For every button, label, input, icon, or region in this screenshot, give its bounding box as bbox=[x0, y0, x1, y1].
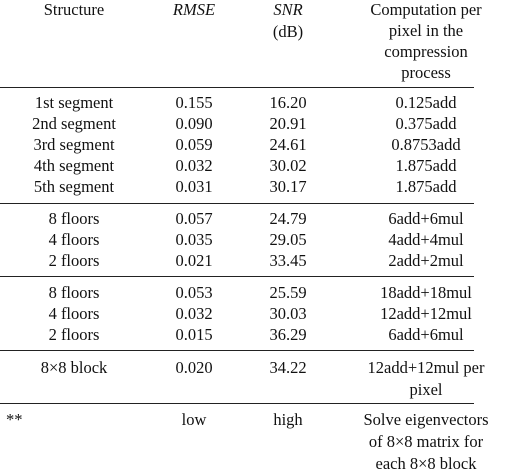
row-computation: 1.875add bbox=[395, 177, 457, 196]
row-computation-line: of 8×8 matrix for bbox=[368, 432, 484, 451]
header-structure: Structure bbox=[43, 0, 105, 19]
row-snr: 30.17 bbox=[269, 177, 307, 196]
header-computation-line: process bbox=[401, 63, 451, 82]
row-structure: 4th segment bbox=[33, 156, 115, 175]
row-computation: 0.8753add bbox=[391, 135, 461, 154]
row-snr: 24.61 bbox=[269, 135, 307, 154]
row-snr: 36.29 bbox=[269, 325, 307, 344]
row-computation: 6add+6mul bbox=[388, 325, 464, 344]
group-rule bbox=[0, 203, 474, 204]
row-snr: 20.91 bbox=[269, 114, 307, 133]
header-computation-line: compression bbox=[384, 42, 468, 61]
row-computation: 2add+2mul bbox=[388, 251, 464, 270]
row-computation: 0.125add bbox=[395, 93, 457, 112]
row-computation: 0.375add bbox=[395, 114, 457, 133]
header-snr: SNR bbox=[273, 0, 303, 19]
row-computation-line: each 8×8 block bbox=[375, 454, 477, 473]
group-rule bbox=[0, 403, 474, 404]
row-computation: 18add+18mul bbox=[380, 283, 472, 302]
header-computation-line: Computation per bbox=[370, 0, 482, 19]
row-computation-line: pixel bbox=[409, 380, 443, 399]
row-computation: 12add+12mul bbox=[380, 304, 472, 323]
header-computation-line: pixel in the bbox=[388, 21, 464, 40]
row-snr: 25.59 bbox=[269, 283, 307, 302]
row-snr: 30.03 bbox=[269, 304, 307, 323]
row-structure: 8 floors bbox=[48, 209, 100, 228]
row-rmse: 0.021 bbox=[175, 251, 213, 270]
row-structure: 2 floors bbox=[48, 325, 100, 344]
group-rule bbox=[0, 276, 474, 277]
row-structure: 2nd segment bbox=[32, 114, 116, 133]
row-rmse: 0.059 bbox=[175, 135, 213, 154]
row-rmse: 0.031 bbox=[175, 177, 213, 196]
row-structure: 8 floors bbox=[48, 283, 100, 302]
row-computation: 1.875add bbox=[395, 156, 457, 175]
row-rmse: 0.032 bbox=[175, 304, 213, 323]
row-structure: 5th segment bbox=[33, 177, 115, 196]
row-structure: 3rd segment bbox=[33, 135, 115, 154]
row-snr: 29.05 bbox=[269, 230, 307, 249]
row-computation-line: 12add+12mul per bbox=[367, 358, 485, 377]
row-rmse: 0.155 bbox=[175, 93, 213, 112]
row-structure: 8×8 block bbox=[40, 358, 108, 377]
row-snr: 16.20 bbox=[269, 93, 307, 112]
row-rmse: 0.020 bbox=[175, 358, 213, 377]
group-rule bbox=[0, 350, 474, 351]
row-rmse: 0.035 bbox=[175, 230, 213, 249]
row-structure: 4 floors bbox=[48, 304, 100, 323]
row-computation: 4add+4mul bbox=[388, 230, 464, 249]
row-computation-line: Solve eigenvectors bbox=[363, 410, 489, 429]
row-rmse: 0.032 bbox=[175, 156, 213, 175]
row-structure: 4 floors bbox=[48, 230, 100, 249]
row-rmse: 0.053 bbox=[175, 283, 213, 302]
row-snr: 30.02 bbox=[269, 156, 307, 175]
row-rmse: 0.090 bbox=[175, 114, 213, 133]
header-snr-unit: (dB) bbox=[272, 22, 304, 41]
row-snr: 34.22 bbox=[269, 358, 307, 377]
header-rule bbox=[0, 87, 474, 88]
row-rmse: 0.057 bbox=[175, 209, 213, 228]
row-rmse: 0.015 bbox=[175, 325, 213, 344]
row-rmse: low bbox=[181, 410, 207, 429]
header-rmse: RMSE bbox=[172, 0, 216, 19]
row-snr: 24.79 bbox=[269, 209, 307, 228]
row-structure: 2 floors bbox=[48, 251, 100, 270]
row-structure: ** bbox=[6, 410, 23, 429]
row-snr: 33.45 bbox=[269, 251, 307, 270]
row-snr: high bbox=[273, 410, 303, 429]
row-structure: 1st segment bbox=[34, 93, 114, 112]
row-computation: 6add+6mul bbox=[388, 209, 464, 228]
